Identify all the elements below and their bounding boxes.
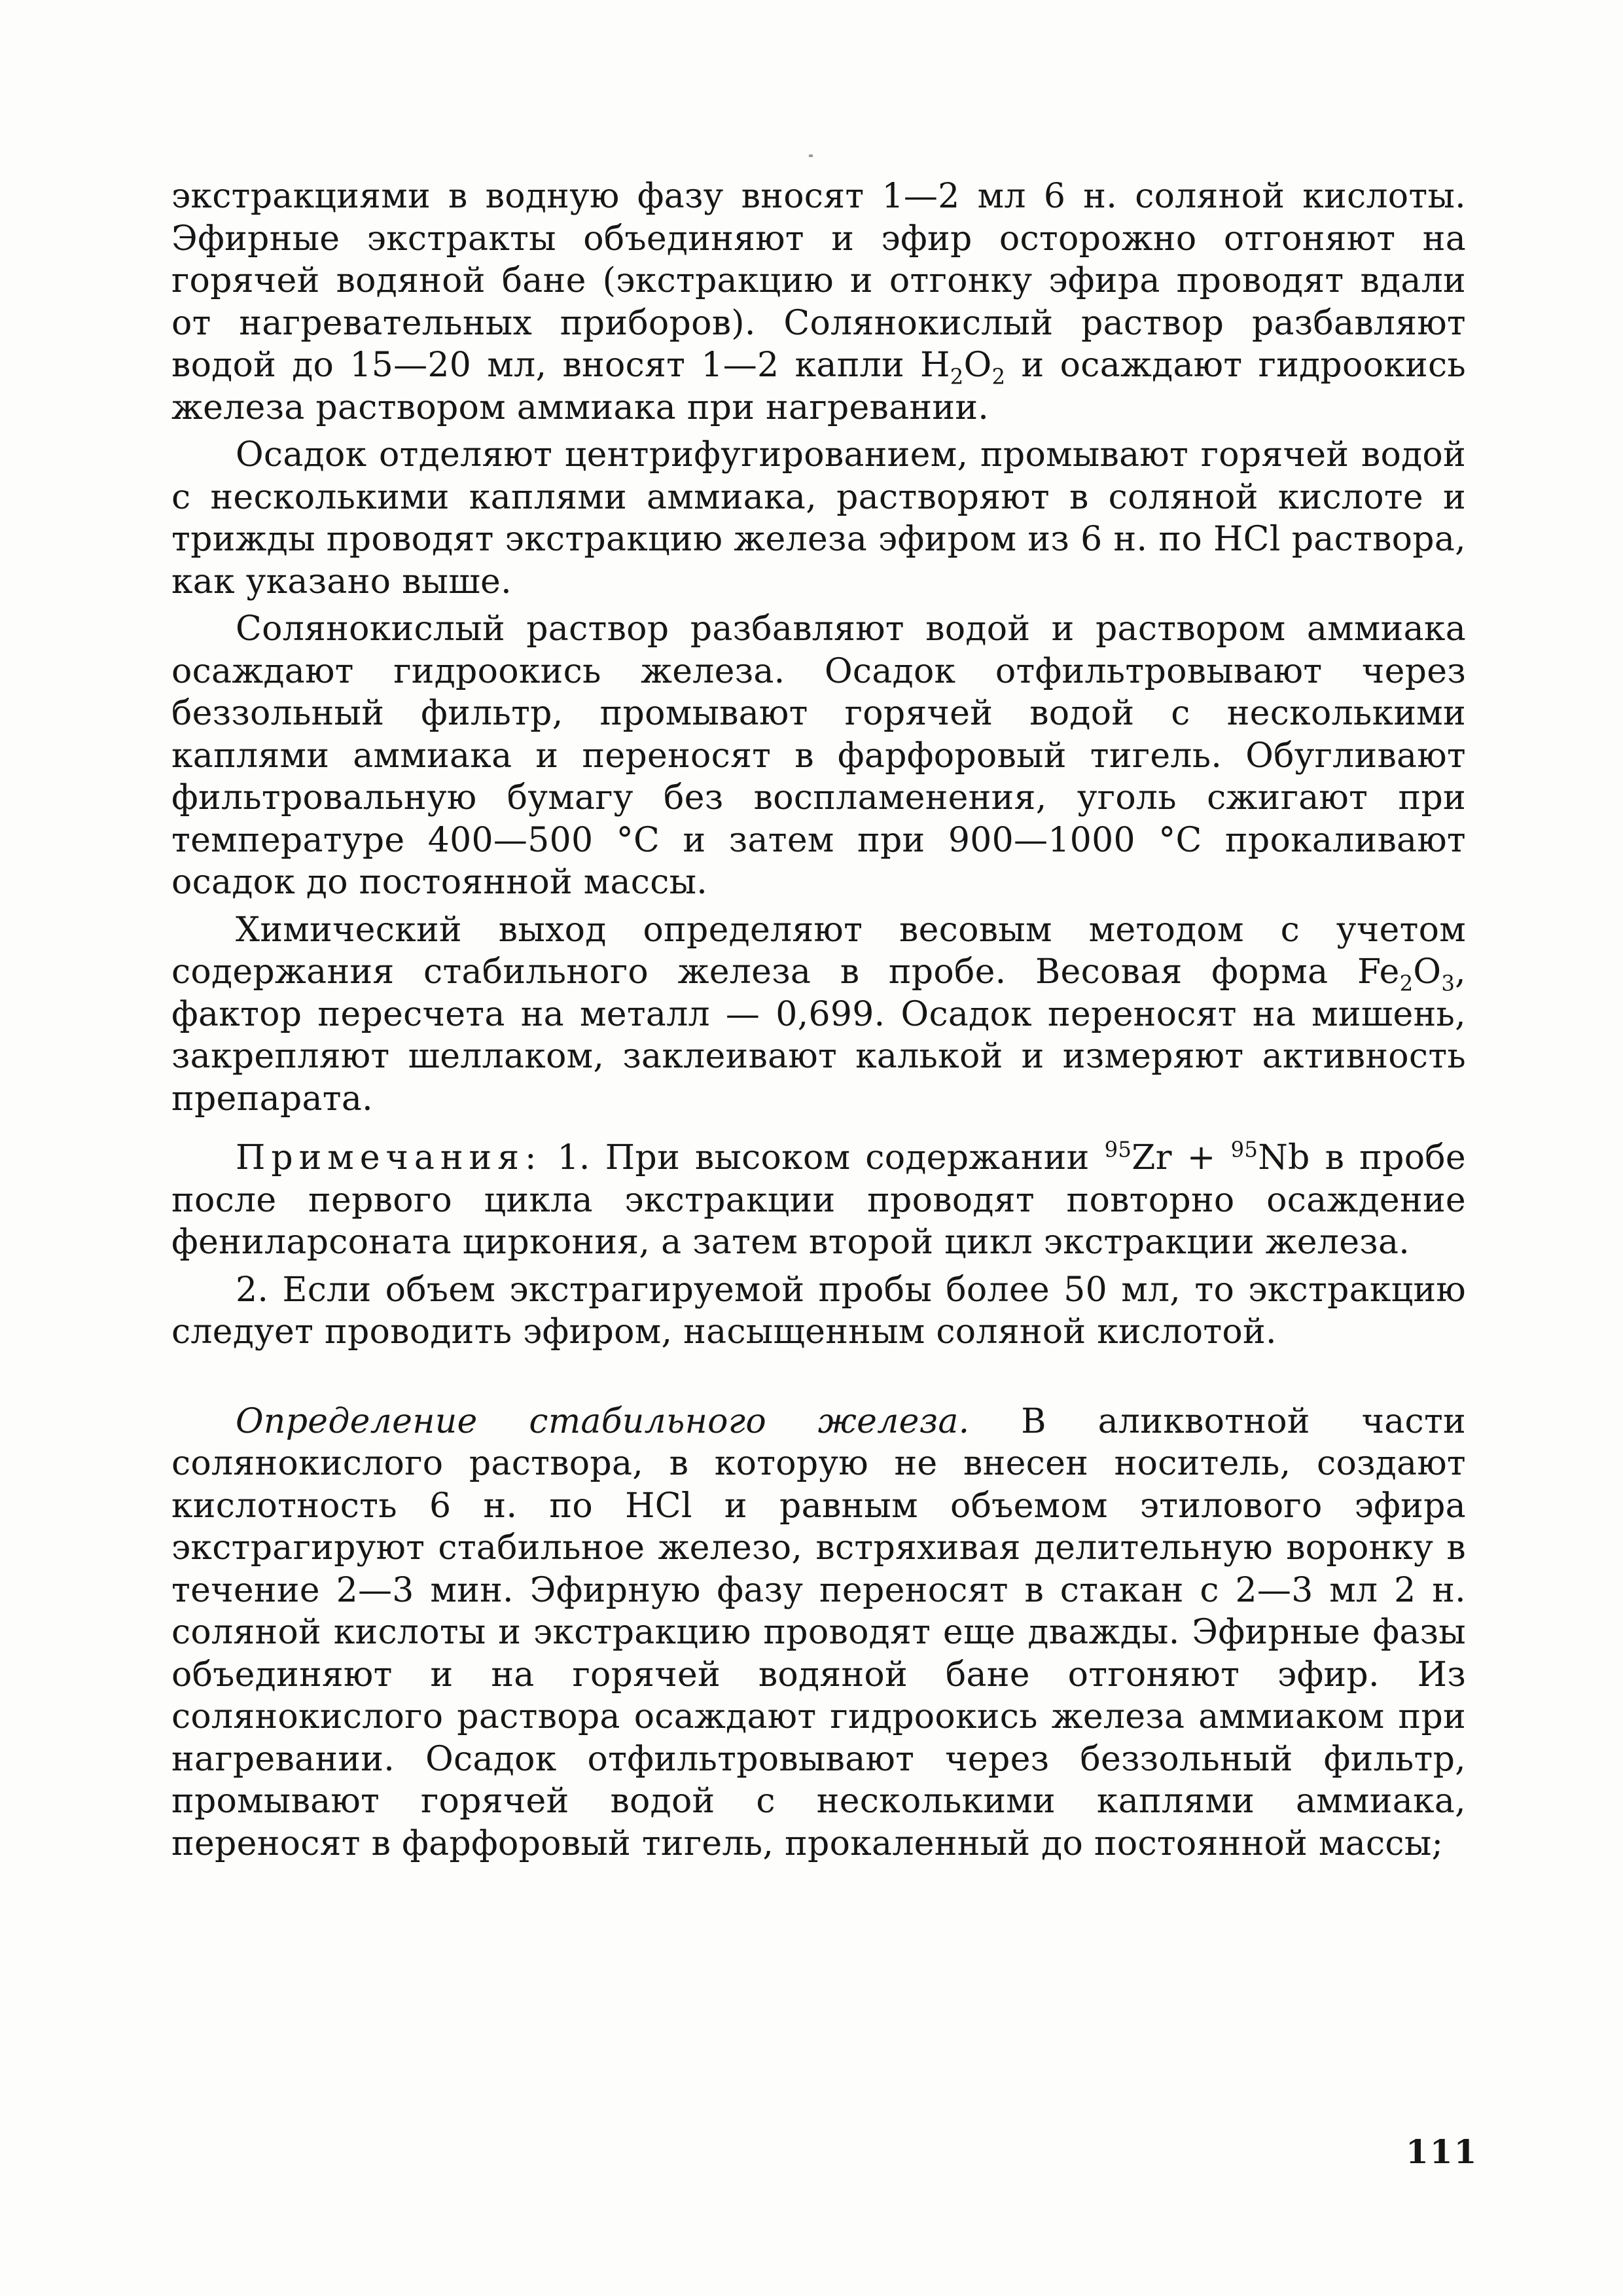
- paragraph-precipitation: Солянокислый раствор разбавляют водой и раствором аммиака осаждают гидроокись железа. Осадок отфильтровывают через беззольный фильтр, промывают горячей водой с несколькими каплями аммиака и переносят в фарфоровый тигель. Обугливают фильтровальную бумагу без воспламенения, уголь сжигают при температуре 400—500 °С и затем при 900—1000 °С прокаливают осадок до постоянной массы.: [171, 609, 1466, 902]
- paragraph-extraction: экстракциями в водную фазу вносят 1—2 мл 6 н. соляной кислоты. Эфирные экстракты объединяют и эфир осторожно отгоняют на горячей водяной бане (экстракцию и отгонку эфира проводят вдали от нагревательных приборов). Солянокислый раствор разбавляют водой до 15—20 мл, вносят 1—2 капли $H_2O_2$ и осаждают гидроокись железа раствором аммиака при нагревании.: [171, 177, 1466, 427]
- notes-label: Примечания:: [236, 1138, 543, 1177]
- scan-speck: [809, 154, 813, 157]
- page-text-body: [171, 175, 1466, 1865]
- section-heading: Определение стабильного железа.: [236, 1401, 970, 1441]
- page-number: 111: [1406, 2132, 1478, 2171]
- paragraph-chemical-yield: Химический выход определяют весовым методом с учетом содержания стабильного железа в пробе. Весовая форма $Fe_2O_3$, фактор пересчета на металл — 0,699. Осадок переносят на мишень, закрепляют шеллаком, заклеивают калькой и измеряют активность препарата.: [171, 910, 1466, 1119]
- note-2: 2. Если объем экстрагируемой пробы более 50 мл, то экстракцию следует проводить эфиром, насыщенным соляной кислотой.: [171, 1270, 1466, 1352]
- paragraph-stable-iron: Определение стабильного железа. В аликвотной части солянокислого раствора, в которую не внесен носитель, создают кислотность 6 н. по HCl и равным объемом этилового эфира экстрагируют стабильное железо, встряхивая делительную воронку в течение 2—3 мин. Эфирную фазу переносят в стакан с 2—3 мл 2 н. соляной кислоты и экстракцию проводят еще дважды. Эфирные фазы объединяют и на горячей водяной бане отгоняют эфир. Из солянокислого раствора осаждают гидроокись железа аммиаком при нагревании. Осадок отфильтровывают через беззольный фильтр, промывают горячей водой с несколькими каплями аммиака, переносят в фарфоровый тигель, прокаленный до постоянной массы;: [171, 1401, 1466, 1863]
- note-1: Примечания: 1. При высоком содержании $^{95}$Zr + $^{95}$Nb в пробе после первого цикла экстракции проводят повторно осаждение фениларсоната циркония, а затем второй цикл экстракции железа.: [171, 1137, 1466, 1262]
- paragraph-centrifuge: Осадок отделяют центрифугированием, промывают горячей водой с несколькими каплями аммиака, растворяют в соляной кислоте и трижды проводят экстракцию железа эфиром из 6 н. по HCl раствора, как указано выше.: [171, 435, 1466, 601]
